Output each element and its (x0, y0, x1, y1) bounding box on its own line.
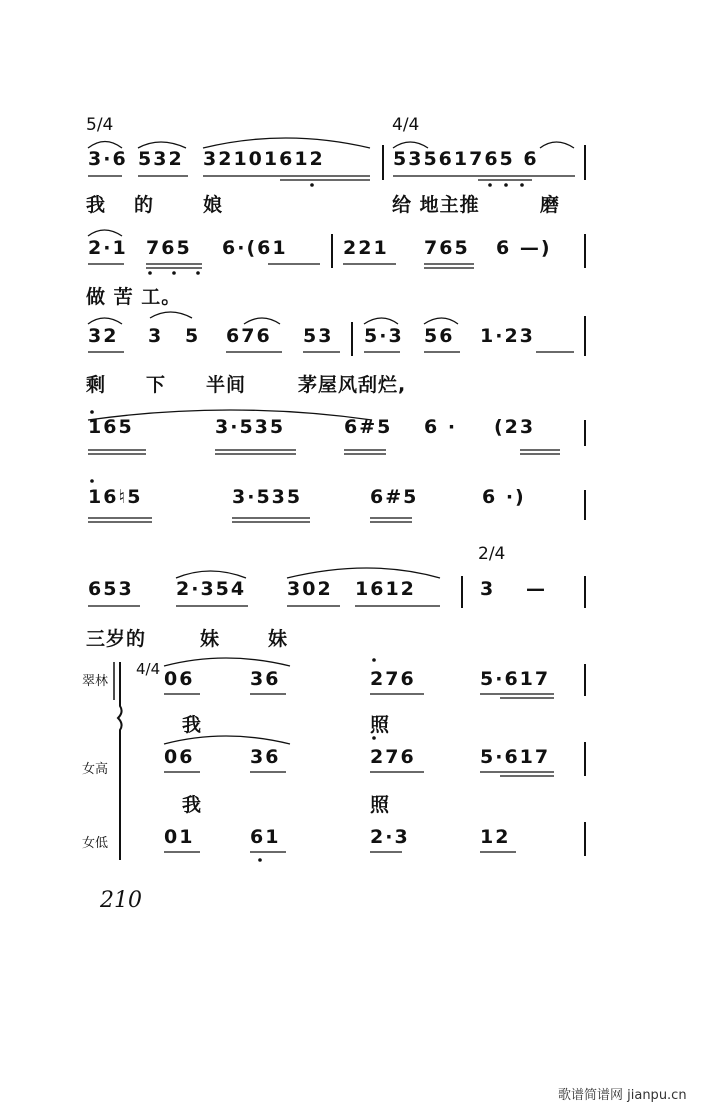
note-group: 765 (146, 237, 192, 259)
octave-dot (258, 858, 262, 862)
note-group: 56 (424, 325, 455, 347)
octave-dot (310, 183, 314, 187)
part-bracket (118, 662, 122, 860)
note-group: 653 (88, 578, 134, 600)
lyric: 下 (146, 374, 167, 396)
page-number: 210 (100, 888, 142, 913)
note-group: 3·6 (88, 148, 128, 170)
note-group: 5 (185, 325, 201, 347)
note-group: 5·617 (480, 746, 551, 768)
note-group: 1612 (355, 578, 416, 600)
time-signature-chorus: 4/4 (136, 660, 161, 678)
note-group: 36 (250, 746, 281, 768)
octave-dot (196, 271, 200, 275)
note-group: 12 (480, 826, 511, 848)
time-signature-4-4: 4/4 (392, 115, 420, 135)
part-name: 翠林 (82, 674, 109, 689)
lyric: 妹 (268, 628, 289, 650)
octave-dot (90, 410, 94, 414)
slur (164, 736, 290, 744)
note-group: 53561765 6 (393, 148, 539, 170)
note-group: 3 (480, 578, 496, 600)
note-group: 3·535 (215, 416, 286, 438)
lyric: 我 (86, 194, 107, 216)
note-group: 32 (88, 325, 119, 347)
slur (424, 318, 458, 324)
part-name: 女高 (82, 762, 109, 777)
note-group: 302 (287, 578, 333, 600)
slur (150, 312, 192, 318)
note-group: 36 (250, 668, 281, 690)
lyric: 三岁的 (86, 628, 147, 650)
note-group: 6 —) (496, 237, 552, 259)
note-group: 676 (226, 325, 272, 347)
part-name: 女低 (82, 836, 109, 851)
note-group: 165 (88, 416, 134, 438)
note-group: 6 ·) (482, 486, 526, 508)
note-group: 6·(61 (222, 237, 288, 259)
lyric: 妹 (200, 628, 221, 650)
lyric: 娘 (203, 194, 224, 216)
lyric: 剩 (86, 374, 107, 396)
octave-dot (90, 479, 94, 483)
note-group: 2·3 (370, 826, 410, 848)
octave-dot (520, 183, 524, 187)
octave-dot (148, 271, 152, 275)
note-group: 32101612 (203, 148, 325, 170)
note-group: 5·617 (480, 668, 551, 690)
note-group: 3 (148, 325, 164, 347)
octave-dot (372, 658, 376, 662)
slur (203, 138, 370, 148)
note-group: 276 (370, 746, 416, 768)
note-group: 06 (164, 668, 195, 690)
slur (88, 318, 122, 324)
note-group: 2·354 (176, 578, 247, 600)
slur (138, 142, 186, 148)
lyric: 给 地主推 (392, 194, 480, 216)
note-group: 5·3 (364, 325, 404, 347)
slur (287, 568, 440, 578)
slur (364, 318, 398, 324)
lyric: 照 (370, 714, 391, 736)
slur (88, 410, 372, 420)
time-signature-2-4: 2/4 (478, 544, 506, 564)
slur (540, 142, 574, 148)
slur (88, 142, 122, 149)
note-group: 16♮5 (88, 486, 143, 508)
lyric: 做 苦 工。 (86, 286, 182, 308)
note-group: 06 (164, 746, 195, 768)
note-group: — (526, 578, 547, 600)
slur (164, 658, 290, 666)
note-group: 276 (370, 668, 416, 690)
watermark: 歌谱简谱网 jianpu.cn (558, 1088, 687, 1103)
note-group: 6 · (424, 416, 458, 438)
octave-dot (488, 183, 492, 187)
lyric: 的 (134, 194, 155, 216)
slur (393, 142, 428, 148)
note-group: 61 (250, 826, 281, 848)
lyric: 磨 (540, 194, 561, 216)
note-group: 01 (164, 826, 195, 848)
note-group: (23 (494, 416, 536, 438)
slur (244, 318, 280, 324)
note-group: 221 (343, 237, 389, 259)
note-group: 53 (303, 325, 334, 347)
slur (88, 230, 122, 236)
octave-dot (372, 736, 376, 740)
note-group: 532 (138, 148, 184, 170)
note-group: 6#5 (344, 416, 393, 438)
slur (176, 571, 246, 578)
note-group: 2·1 (88, 237, 128, 259)
time-signature-5-4: 5/4 (86, 115, 114, 135)
note-group: 1·23 (480, 325, 535, 347)
octave-dot (504, 183, 508, 187)
lyric: 半间 (206, 374, 247, 396)
octave-dot (172, 271, 176, 275)
lyric: 我 (182, 714, 203, 736)
note-group: 6#5 (370, 486, 419, 508)
note-group: 3·535 (232, 486, 303, 508)
lyric: 照 (370, 794, 391, 816)
lyric: 茅屋风刮烂, (298, 374, 407, 396)
note-group: 765 (424, 237, 470, 259)
lyric: 我 (182, 794, 203, 816)
